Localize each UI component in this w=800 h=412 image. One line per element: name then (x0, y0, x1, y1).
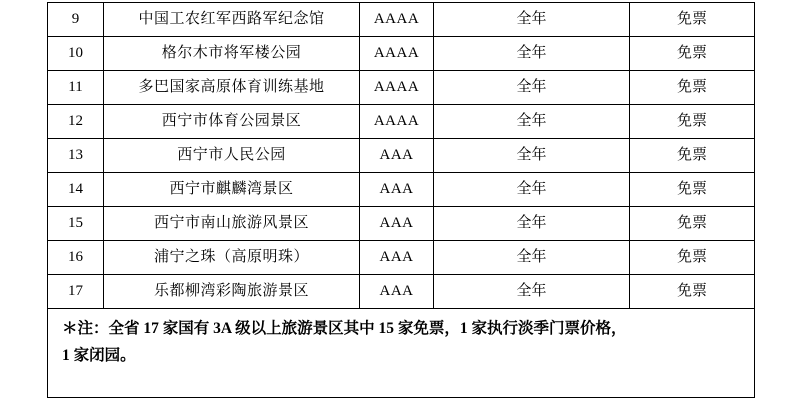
table-row (48, 71, 755, 105)
cell-fee: 免票 (630, 71, 755, 105)
cell-fee: 免票 (630, 275, 755, 309)
cell-time: 全年 (434, 241, 630, 275)
cell-name: 西宁市南山旅游风景区 (104, 207, 360, 241)
scenic-spots-table (47, 2, 755, 398)
cell-name: 浦宁之珠（高原明珠） (104, 241, 360, 275)
table-row (48, 173, 755, 207)
cell-fee: 免票 (630, 139, 755, 173)
cell-fee: 免票 (630, 207, 755, 241)
cell-time: 全年 (434, 173, 630, 207)
cell-no: 9 (48, 3, 104, 37)
cell-time: 全年 (434, 207, 630, 241)
cell-name: 西宁市麒麟湾景区 (104, 173, 360, 207)
cell-fee: 免票 (630, 105, 755, 139)
note-star-marker: ＊ (62, 320, 78, 337)
cell-no: 17 (48, 275, 104, 309)
cell-name: 格尔木市将军楼公园 (104, 37, 360, 71)
table-row (48, 37, 755, 71)
cell-fee: 免票 (630, 173, 755, 207)
cell-name: 西宁市人民公园 (104, 139, 360, 173)
cell-time: 全年 (434, 37, 630, 71)
cell-level: AAAA (360, 37, 434, 71)
cell-level: AAAA (360, 105, 434, 139)
table-note-cell (48, 309, 755, 398)
table-row (48, 275, 755, 309)
table-note-row (48, 309, 755, 398)
table-body (48, 3, 755, 398)
cell-no: 10 (48, 37, 104, 71)
cell-fee: 免票 (630, 3, 755, 37)
cell-name: 乐都柳湾彩陶旅游景区 (104, 275, 360, 309)
cell-level: AAA (360, 139, 434, 173)
cell-fee: 免票 (630, 241, 755, 275)
cell-no: 14 (48, 173, 104, 207)
note-text-line2: 1 家闭园。 (62, 347, 136, 365)
table-row (48, 139, 755, 173)
cell-name: 中国工农红军西路军纪念馆 (104, 3, 360, 37)
note-line-1 (62, 315, 742, 342)
cell-no: 11 (48, 71, 104, 105)
cell-level: AAAA (360, 3, 434, 37)
cell-fee: 免票 (630, 37, 755, 71)
cell-level: AAAA (360, 71, 434, 105)
cell-time: 全年 (434, 275, 630, 309)
table-row (48, 207, 755, 241)
cell-level: AAA (360, 275, 434, 309)
cell-level: AAA (360, 207, 434, 241)
cell-time: 全年 (434, 3, 630, 37)
cell-name: 多巴国家高原体育训练基地 (104, 71, 360, 105)
note-text-line1: 注：全省 17 家国有 3A 级以上旅游景区其中 15 家免票，1 家执行淡季门票价格， (77, 320, 627, 337)
cell-name: 西宁市体育公园景区 (104, 105, 360, 139)
cell-time: 全年 (434, 71, 630, 105)
table-row (48, 105, 755, 139)
cell-no: 12 (48, 105, 104, 139)
cell-no: 13 (48, 139, 104, 173)
cell-no: 16 (48, 241, 104, 275)
table-row (48, 241, 755, 275)
table-row (48, 3, 755, 37)
cell-time: 全年 (434, 139, 630, 173)
cell-time: 全年 (434, 105, 630, 139)
cell-no: 15 (48, 207, 104, 241)
cell-level: AAA (360, 173, 434, 207)
cell-level: AAA (360, 241, 434, 275)
